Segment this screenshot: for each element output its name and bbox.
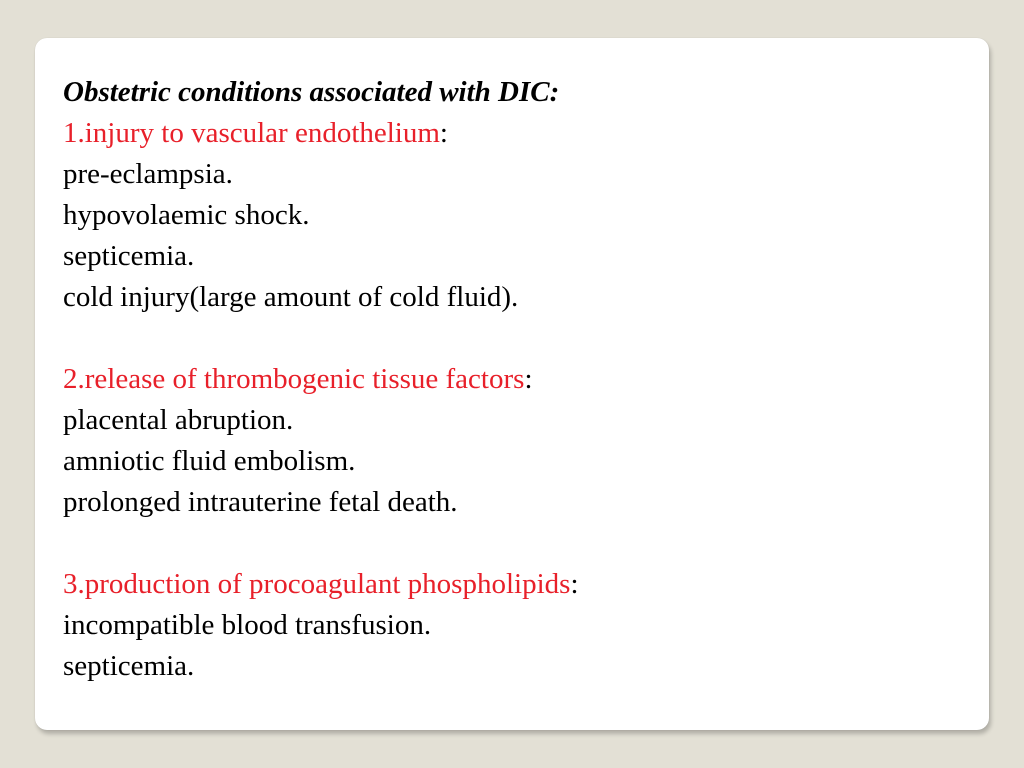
- list-item: amniotic fluid embolism.: [63, 445, 356, 477]
- spacer: [63, 523, 579, 564]
- slide-title: Obstetric conditions associated with DIC:: [63, 76, 560, 108]
- spacer: [63, 318, 579, 359]
- section-heading-colon: :: [570, 568, 579, 600]
- slide-content: [63, 72, 579, 687]
- list-item: cold injury(large amount of cold fluid).: [63, 281, 519, 313]
- section-heading-2: [63, 359, 579, 400]
- slide-card: [35, 38, 989, 730]
- list-item: placental abruption.: [63, 404, 294, 436]
- section-heading-text: 3.production of procoagulant phospholipids: [63, 568, 571, 600]
- list-item: hypovolaemic shock.: [63, 199, 310, 231]
- list-item: pre-eclampsia.: [63, 158, 233, 190]
- list-item: septicemia.: [63, 650, 195, 682]
- section-heading-colon: :: [439, 117, 448, 149]
- section-heading-1: [63, 113, 579, 154]
- list-item: prolonged intrauterine fetal death.: [63, 486, 458, 518]
- list-item: septicemia.: [63, 240, 195, 272]
- section-heading-3: [63, 564, 579, 605]
- section-heading-colon: :: [524, 363, 533, 395]
- list-item: incompatible blood transfusion.: [63, 609, 432, 641]
- section-heading-text: 2.release of thrombogenic tissue factors: [63, 363, 525, 395]
- section-heading-text: 1.injury to vascular endothelium: [63, 117, 440, 149]
